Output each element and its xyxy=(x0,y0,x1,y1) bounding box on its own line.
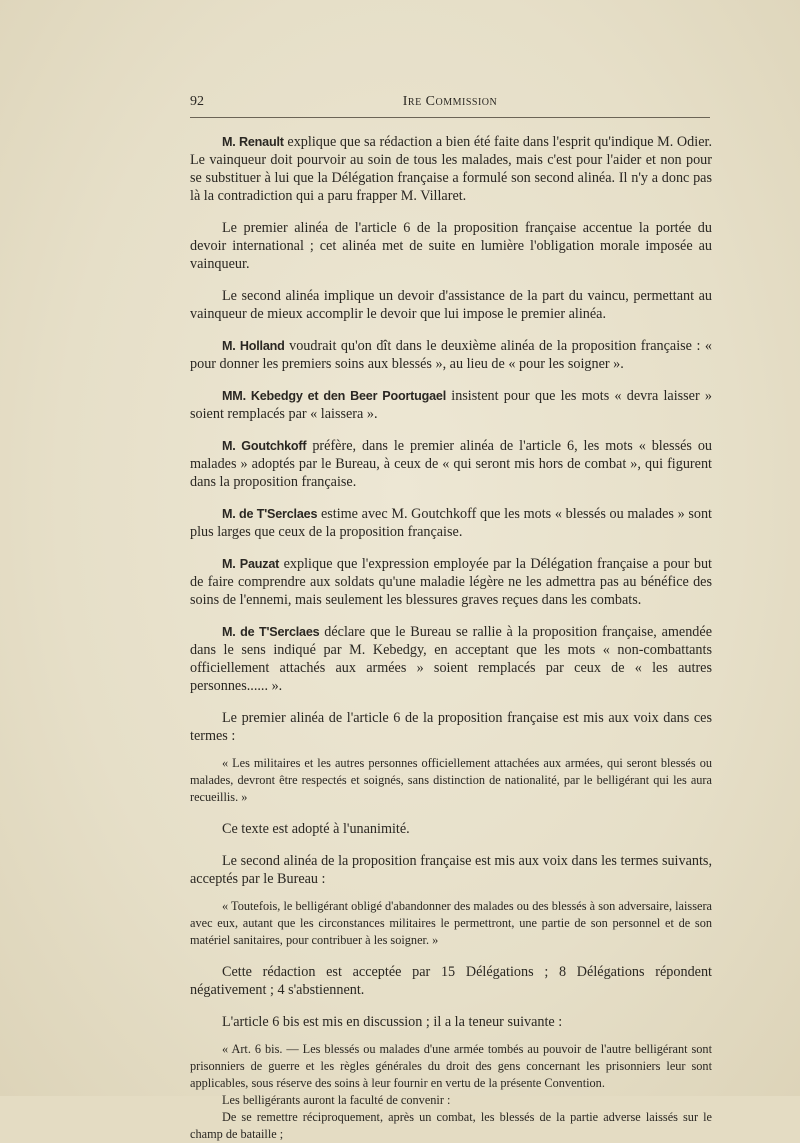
speaker-name: M. de T'Serclaes xyxy=(222,507,318,521)
paragraph-text: Le premier alinéa de l'article 6 de la proposition française est mis aux voix dans ces termes : xyxy=(190,710,712,744)
speaker-name: M. Holland xyxy=(222,339,285,353)
paragraph xyxy=(190,852,712,888)
paragraph-text: De se remettre réciproquement, après un combat, les blessés de la partie adverse laissés sur le champ de bataille ; xyxy=(190,1110,712,1141)
paragraph-text: préfère, dans le premier alinéa de l'article 6, les mots « blessés ou malades » adoptés par le Bureau, à ceux de « qui seront mis hors de combat », qui figurent dans la proposition française. xyxy=(190,438,713,490)
paragraph xyxy=(190,387,712,423)
paragraph xyxy=(190,133,712,205)
running-title: Ire Commission xyxy=(402,94,498,109)
paragraph xyxy=(190,219,712,273)
paragraph-text: « Art. 6 bis. — Les blessés ou malades d'une armée tombés au pouvoir de l'autre belligérant sont prisonniers de guerre et les règles générales du droit des gens concernant les prisonniers leur sont applicables, sous réserve des soins à leur fournir en vertu de la présente Convention. xyxy=(190,1042,712,1090)
paragraph-text: insistent pour que les mots « devra laisser » soient remplacés par « laissera ». xyxy=(190,388,713,422)
quoted-text xyxy=(190,1109,712,1143)
paragraph-text: L'article 6 bis est mis en discussion ; il a la teneur suivante : xyxy=(222,1014,563,1030)
speaker-name: M. Renault xyxy=(222,135,284,149)
paragraph xyxy=(190,287,712,323)
paragraph-text: estime avec M. Goutchkoff que les mots « blessés ou malades » sont plus larges que ceux de la proposition française. xyxy=(190,506,712,540)
page-header xyxy=(190,94,710,114)
speaker-name: M. Pauzat xyxy=(222,557,280,571)
quoted-text xyxy=(190,898,712,949)
header-rule xyxy=(190,117,710,118)
quoted-text xyxy=(190,755,712,806)
paragraph-text: Les belligérants auront la faculté de convenir : xyxy=(222,1093,451,1107)
speaker-name: M. Goutchkoff xyxy=(222,439,307,453)
paragraph xyxy=(190,555,712,609)
paragraph xyxy=(190,437,712,491)
paragraph xyxy=(190,623,712,695)
paragraph-text: Cette rédaction est acceptée par 15 Délégations ; 8 Délégations répondent négativement ; 4 s'abstiennent. xyxy=(190,964,712,998)
paragraph-text: explique que sa rédaction a bien été faite dans l'esprit qu'indique M. Odier. Le vainqueur doit pourvoir au soin de tous les malades, mais c'est pour l'aider et non pour se substituer à lui que la Délégation française a formulé son second alinéa. Il n'y a donc pas là la contradiction qui a paru frapper M. Villaret. xyxy=(190,134,712,204)
paragraph xyxy=(190,1013,712,1031)
paragraph-text: Le second alinéa implique un devoir d'assistance de la part du vaincu, permettant au vainqueur de mieux accomplir le devoir que lui impose le premier alinéa. xyxy=(190,288,712,322)
speaker-name: M. de T'Serclaes xyxy=(222,625,320,639)
paragraph-text: Ce texte est adopté à l'unanimité. xyxy=(222,821,410,837)
paragraph xyxy=(190,820,712,838)
paragraph xyxy=(190,505,712,541)
page-number: 92 xyxy=(190,94,204,109)
paragraph-text: déclare que le Bureau se rallie à la proposition française, amendée dans le sens indiqué par M. Kebedgy, en acceptant que les mots « non-combattants officiellement attachés aux armées » soient remplacés par ceux de « les autres personnes...... ». xyxy=(190,624,712,694)
speaker-name: MM. Kebedgy et den Beer Poortugael xyxy=(222,389,447,403)
paragraph-text: Le second alinéa de la proposition française est mis aux voix dans les termes suivants, acceptés par le Bureau : xyxy=(190,853,712,887)
paragraph xyxy=(190,337,712,373)
paragraph-text: voudrait qu'on dît dans le deuxième alinéa de la proposition française : « pour donner les premiers soins aux blessés », au lieu de « pour les soigner ». xyxy=(190,338,712,372)
quoted-text xyxy=(190,1092,712,1109)
paragraph xyxy=(190,709,712,745)
paragraph-text: explique que l'expression employée par la Délégation française a pour but de faire comprendre aux soldats qu'une maladie légère ne les admettra pas au bénéfice des soins de l'ennemi, mais seulement les blessures graves reçues dans les combats. xyxy=(190,556,713,608)
quoted-text xyxy=(190,1041,712,1092)
paragraph-text: « Les militaires et les autres personnes officiellement attachées aux armées, qui seront blessés ou malades, devront être respectés et soignés, sans distinction de nationalité, par le belligérant qui les aura recueillis. » xyxy=(190,756,712,804)
paragraph-text: « Toutefois, le belligérant obligé d'abandonner des malades ou des blessés à son adversaire, laissera avec eux, autant que les circonstances militaires le permettront, une partie de son personnel et de son matériel sanitaires, pour contribuer à les soigner. » xyxy=(190,899,712,947)
body-text xyxy=(190,133,712,1143)
paragraph-text: Le premier alinéa de l'article 6 de la proposition française accentue la portée du devoir international ; cet alinéa met de suite en lumière l'obligation morale imposée au vainqueur. xyxy=(190,220,712,272)
paragraph xyxy=(190,963,712,999)
